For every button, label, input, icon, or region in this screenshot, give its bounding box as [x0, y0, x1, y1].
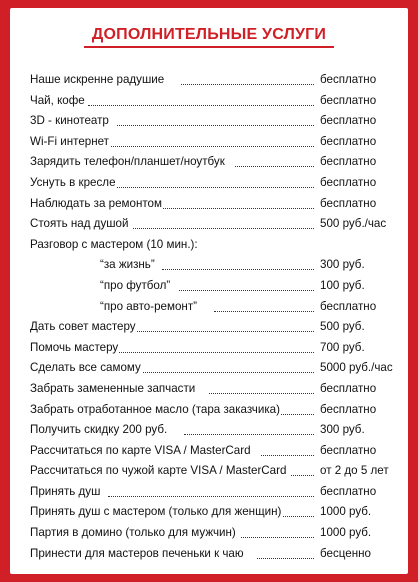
service-price: 100 руб. [320, 278, 365, 292]
service-price: 300 руб. [320, 423, 365, 437]
dot-leader [181, 84, 314, 85]
service-price: 1000 руб. [320, 526, 372, 540]
service-name: Wi-Fi интернет [30, 134, 109, 148]
service-name: Стоять над душой [30, 217, 129, 231]
service-price: 1000 руб. [320, 505, 372, 519]
service-row [30, 91, 392, 112]
service-price: 5000 руб./час [320, 361, 393, 375]
service-name: Рассчитаться по карте VISA / MasterCard [30, 443, 251, 457]
service-name: Уснуть в кресле [30, 175, 116, 189]
service-price: бесплатно [320, 381, 377, 395]
service-name: Зарядить телефон/планшет/ноутбук [30, 155, 225, 169]
dot-leader [129, 331, 314, 332]
dot-leader [184, 434, 314, 435]
service-row [30, 317, 392, 338]
service-name: Наше искренне радушие [30, 73, 165, 86]
service-price: бесплатно [320, 73, 377, 86]
service-row [30, 214, 392, 235]
service-row [30, 297, 392, 318]
service-row [30, 255, 392, 276]
service-row [30, 441, 392, 462]
service-row [30, 235, 392, 256]
service-price: 700 руб. [320, 340, 365, 354]
service-price: 300 руб. [320, 258, 365, 272]
service-row [30, 152, 392, 173]
title-wrap [10, 26, 408, 48]
dot-leader [276, 414, 314, 415]
service-price: бесплатно [320, 402, 377, 416]
dot-leader [257, 558, 314, 559]
service-name: Забрать отработанное масло (тара заказчика) [30, 402, 280, 416]
service-name: “про футбол” [100, 278, 171, 292]
service-name: Партия в домино (только для мужчин) [30, 526, 236, 540]
service-row [30, 338, 392, 359]
service-price: бесплатно [320, 155, 377, 169]
service-price: бесплатно [320, 134, 377, 148]
dot-leader [209, 393, 314, 394]
service-row [30, 379, 392, 400]
dot-leader [280, 516, 314, 517]
dot-leader [117, 125, 314, 126]
service-row [30, 461, 392, 482]
service-row [30, 482, 392, 503]
service-name: Принять душ [30, 484, 101, 498]
service-name: Сделать все самому [30, 361, 141, 375]
service-name: “за жизнь” [100, 258, 155, 272]
dot-leader [108, 496, 314, 497]
service-name: Разговор с мастером (10 мин.): [30, 237, 198, 251]
service-price: бесценно [320, 546, 371, 560]
service-name: Получить скидку 200 руб. [30, 423, 168, 437]
price-sheet [10, 8, 408, 574]
service-name: Помочь мастеру [30, 340, 119, 354]
dot-leader [136, 372, 314, 373]
service-name: Рассчитаться по чужой карте VISA / MasterCard [30, 464, 287, 478]
service-price: бесплатно [320, 299, 377, 313]
services-list [30, 70, 392, 564]
service-name: Принести для мастеров печеньки к чаю [30, 546, 244, 560]
service-price: бесплатно [320, 196, 377, 210]
service-row [30, 132, 392, 153]
dot-leader [88, 105, 314, 106]
service-row [30, 544, 392, 565]
service-name: Чай, кофе [30, 93, 85, 107]
service-price: бесплатно [320, 175, 377, 189]
service-price: бесплатно [320, 93, 377, 107]
service-row [30, 420, 392, 441]
dot-leader [241, 537, 314, 538]
service-price: от 2 до 5 лет [320, 464, 389, 478]
dot-leader [291, 475, 314, 476]
dot-leader [158, 208, 314, 209]
dot-leader [133, 228, 314, 229]
service-row [30, 111, 392, 132]
service-row [30, 70, 392, 91]
service-name: 3D - кинотеатр [30, 114, 109, 128]
dot-leader [119, 352, 314, 353]
service-name: Принять душ с мастером (только для женщин) [30, 505, 282, 519]
page-title: ДОПОЛНИТЕЛЬНЫЕ УСЛУГИ [84, 26, 334, 48]
service-row [30, 358, 392, 379]
service-name: Дать совет мастеру [30, 320, 136, 334]
dot-leader [162, 269, 314, 270]
service-name: “про авто-ремонт” [100, 299, 197, 313]
service-row [30, 523, 392, 544]
service-name: Забрать замененные запчасти [30, 381, 196, 395]
dot-leader [179, 290, 314, 291]
dot-leader [117, 187, 314, 188]
service-price: 500 руб./час [320, 217, 387, 231]
service-price: бесплатно [320, 443, 377, 457]
dot-leader [261, 455, 314, 456]
service-price: 500 руб. [320, 320, 365, 334]
dot-leader [111, 146, 314, 147]
service-row [30, 276, 392, 297]
service-price: бесплатно [320, 484, 377, 498]
service-row [30, 173, 392, 194]
service-name: Наблюдать за ремонтом [30, 196, 162, 210]
service-row [30, 502, 392, 523]
dot-leader [214, 311, 314, 312]
dot-leader [235, 166, 314, 167]
service-row [30, 194, 392, 215]
service-row [30, 400, 392, 421]
service-price: бесплатно [320, 114, 377, 128]
